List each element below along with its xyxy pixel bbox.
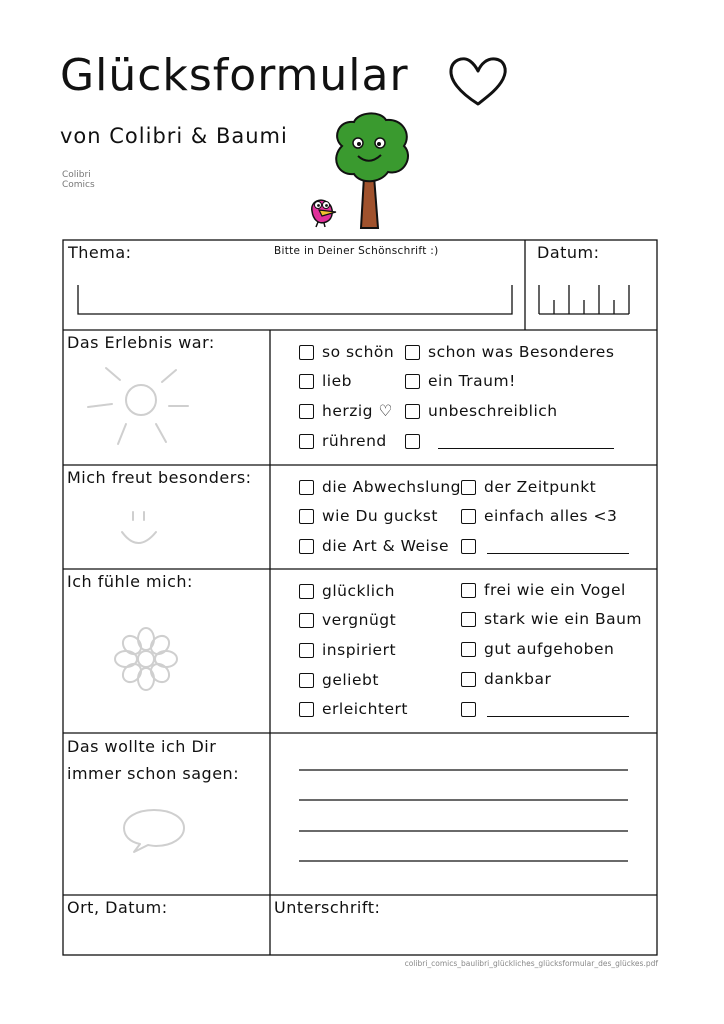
option-label: unbeschreiblich [428,402,558,420]
custom-blank[interactable] [487,539,629,554]
thema-input[interactable] [80,286,510,312]
option-label: vergnügt [322,611,397,629]
option-label: die Art & Weise [322,537,449,555]
option-einfach-alles[interactable] [461,506,617,526]
option-ein-traum[interactable] [405,371,516,391]
ort-datum-input[interactable] [66,920,266,952]
checkbox[interactable] [461,539,476,554]
option-dankbar[interactable] [461,669,551,689]
option-art-und-weise[interactable] [299,536,449,556]
logo-line-2: Comics [62,180,95,190]
option-lieb[interactable] [299,371,352,391]
checkbox[interactable] [299,509,314,524]
option-label: ein Traum! [428,372,516,390]
checkbox[interactable] [299,643,314,658]
option-label: inspiriert [322,641,397,659]
erlebnis-label: Das Erlebnis war: [67,333,215,352]
sagen-label-line-2: immer schon sagen: [67,764,240,783]
option-stark-wie-ein-baum[interactable] [461,609,642,629]
thema-label: Thema: [68,243,132,262]
option-frei-wie-ein-vogel[interactable] [461,580,626,600]
speech-bubble-icon [120,806,188,854]
option-gut-aufgehoben[interactable] [461,639,614,659]
unterschrift-label: Unterschrift: [274,898,381,917]
option-inspiriert[interactable] [299,640,396,660]
checkbox[interactable] [299,539,314,554]
option-so-schoen[interactable] [299,342,394,362]
option-label: geliebt [322,671,379,689]
checkbox[interactable] [405,404,420,419]
fuehle-label: Ich fühle mich: [67,572,193,591]
option-label: rührend [322,432,387,450]
option-label: herzig ♡ [322,402,393,420]
checkbox[interactable] [299,480,314,495]
ort-datum-label: Ort, Datum: [67,898,168,917]
option-custom[interactable] [461,536,629,556]
checkbox[interactable] [461,583,476,598]
checkbox[interactable] [299,702,314,717]
sun-icon [86,360,190,450]
page-title: Glücksformular [60,50,409,101]
checkbox[interactable] [405,434,420,449]
option-herzig[interactable] [299,401,393,421]
checkbox[interactable] [461,612,476,627]
checkbox[interactable] [461,480,476,495]
option-label: gut aufgehoben [484,640,615,658]
flower-icon [112,626,180,692]
checkbox[interactable] [461,509,476,524]
option-label: wie Du guckst [322,507,438,525]
option-label: frei wie ein Vogel [484,581,626,599]
checkbox[interactable] [299,613,314,628]
option-custom[interactable] [461,699,629,719]
datum-label: Datum: [537,243,600,262]
option-abwechslung[interactable] [299,477,461,497]
option-erleichtert[interactable] [299,699,408,719]
option-label: stark wie ein Baum [484,610,643,628]
option-geliebt[interactable] [299,670,379,690]
custom-blank[interactable] [438,434,614,449]
option-wie-du-guckst[interactable] [299,506,438,526]
checkbox[interactable] [299,584,314,599]
checkbox[interactable] [299,434,314,449]
option-label: der Zeitpunkt [484,478,597,496]
option-vergnuegt[interactable] [299,610,396,630]
option-ruehrend[interactable] [299,431,387,451]
logo-line-1: Colibri [62,170,91,180]
option-label: schon was Besonderes [428,343,615,361]
option-label: dankbar [484,670,552,688]
option-label: die Abwechslung [322,478,461,496]
checkbox[interactable] [405,345,420,360]
thema-hint: Bitte in Deiner Schönschrift :) [274,245,439,257]
checkbox[interactable] [405,374,420,389]
unterschrift-input[interactable] [274,920,654,952]
checkbox[interactable] [299,673,314,688]
option-schon-was-besonderes[interactable] [405,342,614,362]
option-unbeschreiblich[interactable] [405,401,558,421]
checkbox[interactable] [299,404,314,419]
smiley-icon [118,508,160,550]
option-label: lieb [322,372,352,390]
footer-filename: colibri_comics_baulibri_glückliches_glücksformular_des_glückes.pdf [404,959,658,968]
custom-blank[interactable] [487,702,629,717]
option-label: erleichtert [322,700,408,718]
option-label: einfach alles <3 [484,507,618,525]
option-zeitpunkt[interactable] [461,477,596,497]
option-gluecklich[interactable] [299,581,395,601]
sagen-label-line-1: Das wollte ich Dir [67,737,217,756]
checkbox[interactable] [299,374,314,389]
checkbox[interactable] [461,642,476,657]
freut-label: Mich freut besonders: [67,468,252,487]
page-subtitle: von Colibri & Baumi [60,124,288,148]
message-area[interactable] [299,748,629,864]
checkbox[interactable] [461,672,476,687]
option-label: so schön [322,343,395,361]
datum-input[interactable] [539,286,629,312]
checkbox[interactable] [461,702,476,717]
checkbox[interactable] [299,345,314,360]
option-custom[interactable] [405,431,614,451]
option-label: glücklich [322,582,395,600]
